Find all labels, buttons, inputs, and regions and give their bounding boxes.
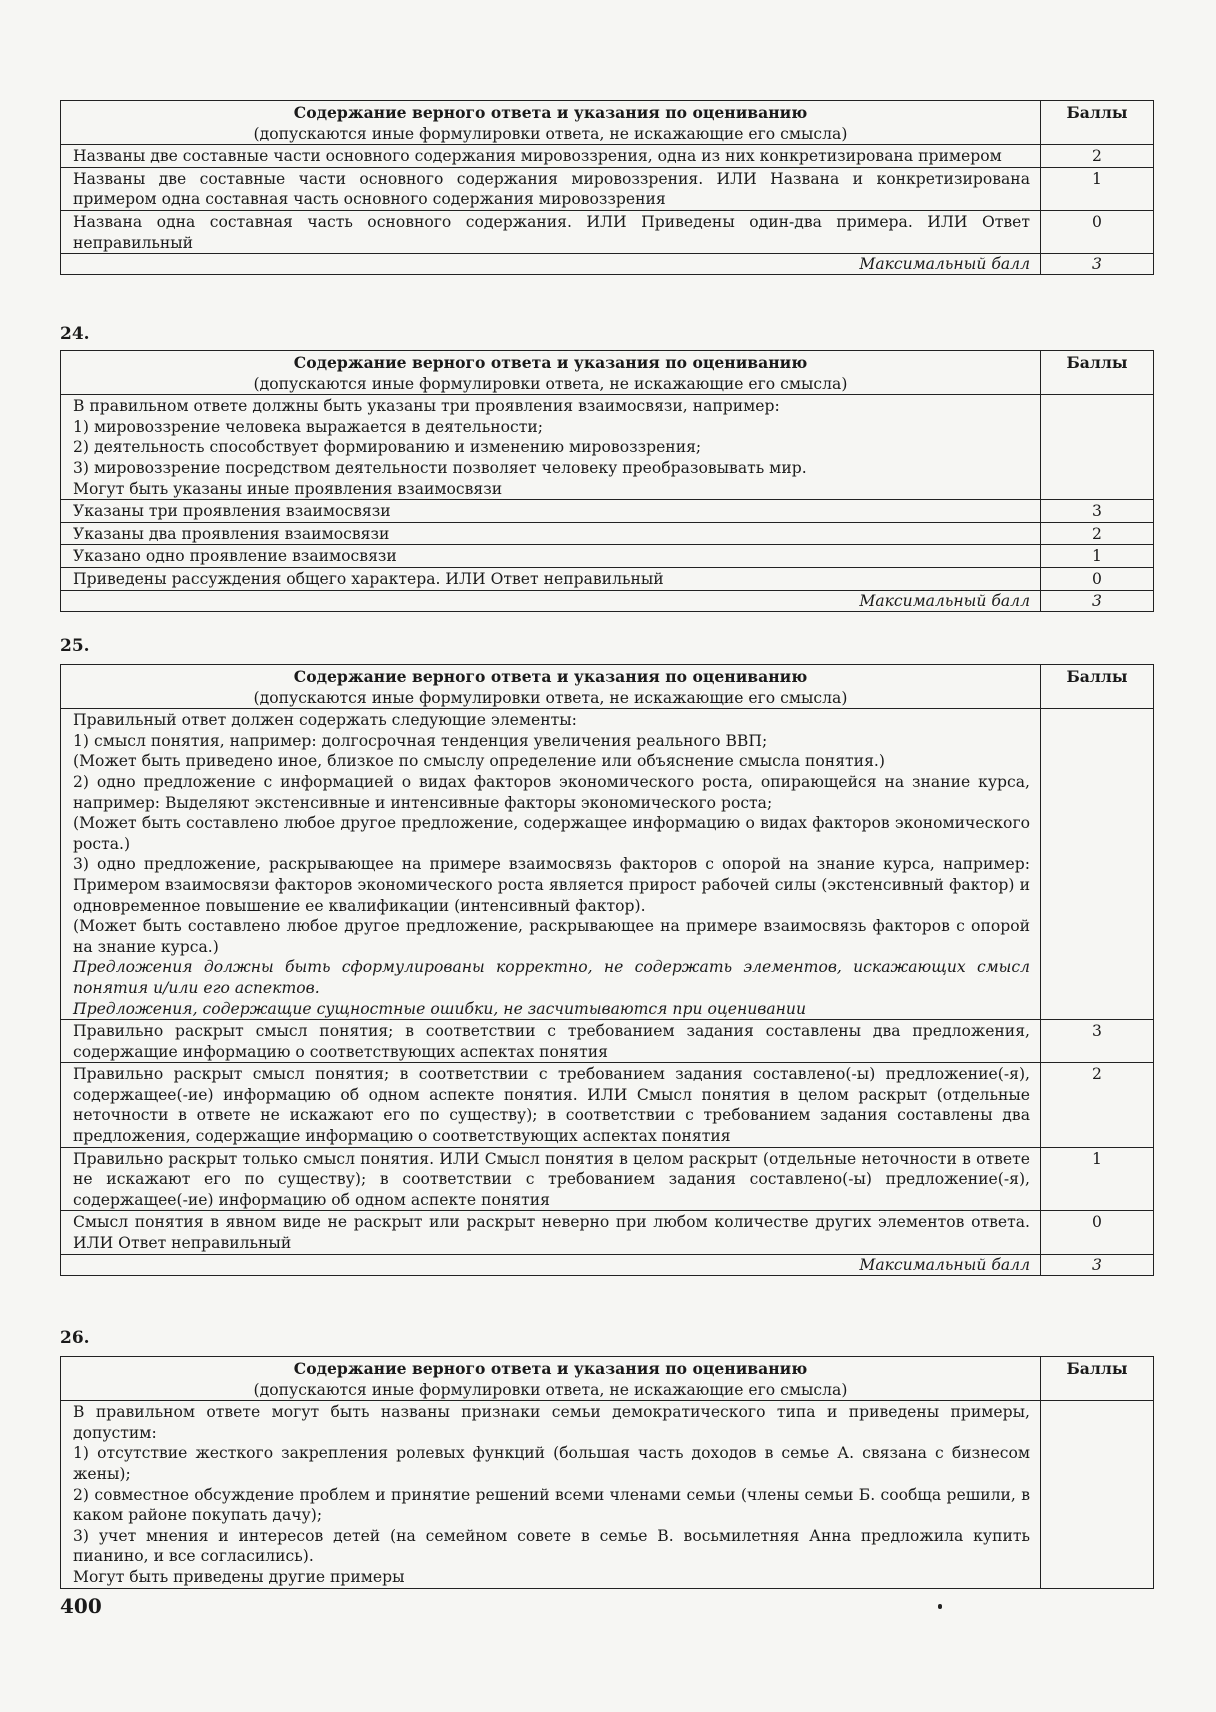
- criteria-row: Названы две составные части основного содержания мировоззрения, одна из них конкретизирована примером: [61, 145, 1041, 168]
- content-line: 2) деятельность способствует формированию и изменению мировоззрения;: [73, 438, 702, 457]
- question-number: 24.: [60, 324, 90, 344]
- points-value: 2: [1041, 145, 1153, 168]
- question-number: 25.: [60, 636, 90, 656]
- table-task-26: [60, 1356, 1154, 1589]
- header-points: Баллы: [1041, 101, 1153, 145]
- table-task-25: [60, 664, 1154, 1276]
- criteria-row: Названы две составные части основного содержания мировоззрения. ИЛИ Названа и конкретизирована примером одна составная часть основного содержания мировоззрения: [61, 168, 1041, 211]
- points-value: 3: [1041, 1020, 1153, 1063]
- question-number: 26.: [60, 1328, 90, 1348]
- answer-content: [61, 709, 1041, 1020]
- content-paragraph: Правильный ответ должен содержать следующие элементы:: [73, 711, 577, 730]
- content-paragraph: 1) смысл понятия, например: долгосрочная тенденция увеличения реального ВВП;: [73, 731, 768, 750]
- points-value: 0: [1041, 1211, 1153, 1254]
- content-paragraph: (Может быть составлено любое другое предложение, раскрывающее на примере взаимосвязь факторов с опорой на знание курса.): [73, 917, 1030, 956]
- header-title: Содержание верного ответа и указания по оцениванию: [293, 103, 808, 122]
- page-number: 400: [60, 1594, 102, 1618]
- header-subtitle: (допускаются иные формулировки ответа, не искажающие его смысла): [253, 124, 848, 143]
- answer-content: [61, 1401, 1041, 1587]
- criteria-row: Приведены рассуждения общего характера. ИЛИ Ответ неправильный: [61, 568, 1041, 591]
- table-task-23: [60, 100, 1154, 275]
- points-value: 2: [1041, 1063, 1153, 1147]
- header-points: Баллы: [1041, 665, 1153, 709]
- max-score-label: Максимальный балл: [61, 591, 1041, 611]
- answer-content: [61, 395, 1041, 500]
- header-points: Баллы: [1041, 1357, 1153, 1401]
- content-line: В правильном ответе должны быть указаны три проявления взаимосвязи, например:: [73, 397, 780, 416]
- header-subtitle: (допускаются иные формулировки ответа, не искажающие его смысла): [253, 688, 848, 707]
- italic-note: Предложения должны быть сформулированы корректно, не содержать элементов, искажающих смысл понятия и/или его аспектов.: [73, 958, 1030, 997]
- criteria-row: Указано одно проявление взаимосвязи: [61, 545, 1041, 568]
- criteria-row: Правильно раскрыт смысл понятия; в соответствии с требованием задания составлены два предложения, содержащие информацию о соответствующих аспектах понятия: [61, 1020, 1041, 1063]
- header-title: Содержание верного ответа и указания по оцениванию: [293, 353, 808, 372]
- table-header: [61, 101, 1041, 145]
- header-subtitle: (допускаются иные формулировки ответа, не искажающие его смысла): [253, 374, 848, 393]
- scan-speck: [938, 1604, 942, 1609]
- content-paragraph: (Может быть составлено любое другое предложение, содержащее информацию о видах факторов экономического роста.): [73, 814, 1030, 853]
- content-paragraph: 3) учет мнения и интересов детей (на семейном совете в семье В. восьмилетняя Анна предложила купить пианино, и все согласились).: [73, 1526, 1030, 1566]
- content-paragraph: 2) совместное обсуждение проблем и принятие решений всеми членами семьи (члены семьи Б. сообща решили, в каком районе покупать дачу);: [73, 1485, 1030, 1525]
- criteria-row: Указаны два проявления взаимосвязи: [61, 523, 1041, 546]
- criteria-row: Указаны три проявления взаимосвязи: [61, 500, 1041, 523]
- criteria-row: Смысл понятия в явном виде не раскрыт или раскрыт неверно при любом количестве других элементов ответа. ИЛИ Ответ неправильный: [61, 1211, 1041, 1254]
- content-paragraph: Могут быть приведены другие примеры: [73, 1567, 405, 1586]
- max-score-value: 3: [1092, 255, 1102, 274]
- content-paragraph: 1) отсутствие жесткого закрепления ролевых функций (большая часть доходов в семье А. связана с бизнесом жены);: [73, 1444, 1030, 1483]
- table-header: [61, 351, 1041, 395]
- content-line: 1) мировоззрение человека выражается в деятельности;: [73, 417, 543, 436]
- points-value: 1: [1041, 545, 1153, 568]
- content-line: 3) мировоззрение посредством деятельности позволяет человеку преобразовывать мир.: [73, 458, 807, 477]
- criteria-row: Правильно раскрыт смысл понятия; в соответствии с требованием задания составлено(-ы) предложение(-я), содержащее(-ие) информацию об одном аспекте понятия. ИЛИ Смысл понятия в целом раскрыт (отдельные неточности в ответе не искажают его по существу); в соответствии с требованием задания составлены два предложения, содержащие информацию о соответствующих аспектах понятия: [61, 1063, 1041, 1147]
- criteria-row: Правильно раскрыт только смысл понятия. ИЛИ Смысл понятия в целом раскрыт (отдельные неточности в ответе не искажают его по существу); в соответствии с требованием задания составлено(-ы) предложение(-я), содержащее(-ие) информацию об одном аспекте понятия: [61, 1148, 1041, 1212]
- italic-note: Предложения, содержащие сущностные ошибки, не засчитываются при оценивании: [73, 999, 806, 1018]
- header-title: Содержание верного ответа и указания по оцениванию: [293, 667, 808, 686]
- content-paragraph: В правильном ответе могут быть названы признаки семьи демократического типа и приведены примеры, допустим:: [73, 1403, 1030, 1442]
- points-empty: [1041, 395, 1153, 500]
- header-subtitle: (допускаются иные формулировки ответа, не искажающие его смысла): [253, 1380, 848, 1399]
- points-value: 1: [1041, 1148, 1153, 1212]
- content-paragraph: 3) одно предложение, раскрывающее на примере взаимосвязь факторов с опорой на знание курса, например: Примером взаимосвязи факторов экономического роста является прирост рабочей силы (экстенсивный фактор) и одновременное повышение ее квалификации (интенсивный фактор).: [73, 855, 1030, 915]
- points-value: 0: [1041, 568, 1153, 591]
- table-header: [61, 665, 1041, 709]
- max-score-value: 3: [1092, 1255, 1102, 1274]
- max-score-label: Максимальный балл: [61, 1255, 1041, 1275]
- table-task-24: [60, 350, 1154, 612]
- header-title: Содержание верного ответа и указания по оцениванию: [293, 1359, 808, 1378]
- points-empty: [1041, 709, 1153, 1020]
- content-paragraph: (Может быть приведено иное, близкое по смыслу определение или объяснение смысла понятия.): [73, 752, 885, 771]
- header-points: Баллы: [1041, 351, 1153, 395]
- content-line: Могут быть указаны иные проявления взаимосвязи: [73, 479, 503, 498]
- table-header: [61, 1357, 1041, 1401]
- criteria-row: Названа одна составная часть основного содержания. ИЛИ Приведены один-два примера. ИЛИ Ответ неправильный: [61, 211, 1041, 254]
- points-value: 0: [1041, 211, 1153, 254]
- points-value: 1: [1041, 168, 1153, 211]
- max-score-value: 3: [1092, 591, 1102, 610]
- points-empty: [1041, 1401, 1153, 1587]
- content-paragraph: 2) одно предложение с информацией о видах факторов экономического роста, опирающейся на знание курса, например: Выделяют экстенсивные и интенсивные факторы экономического роста;: [73, 772, 1030, 812]
- points-value: 2: [1041, 523, 1153, 546]
- max-score-label: Максимальный балл: [61, 254, 1041, 274]
- points-value: 3: [1041, 500, 1153, 523]
